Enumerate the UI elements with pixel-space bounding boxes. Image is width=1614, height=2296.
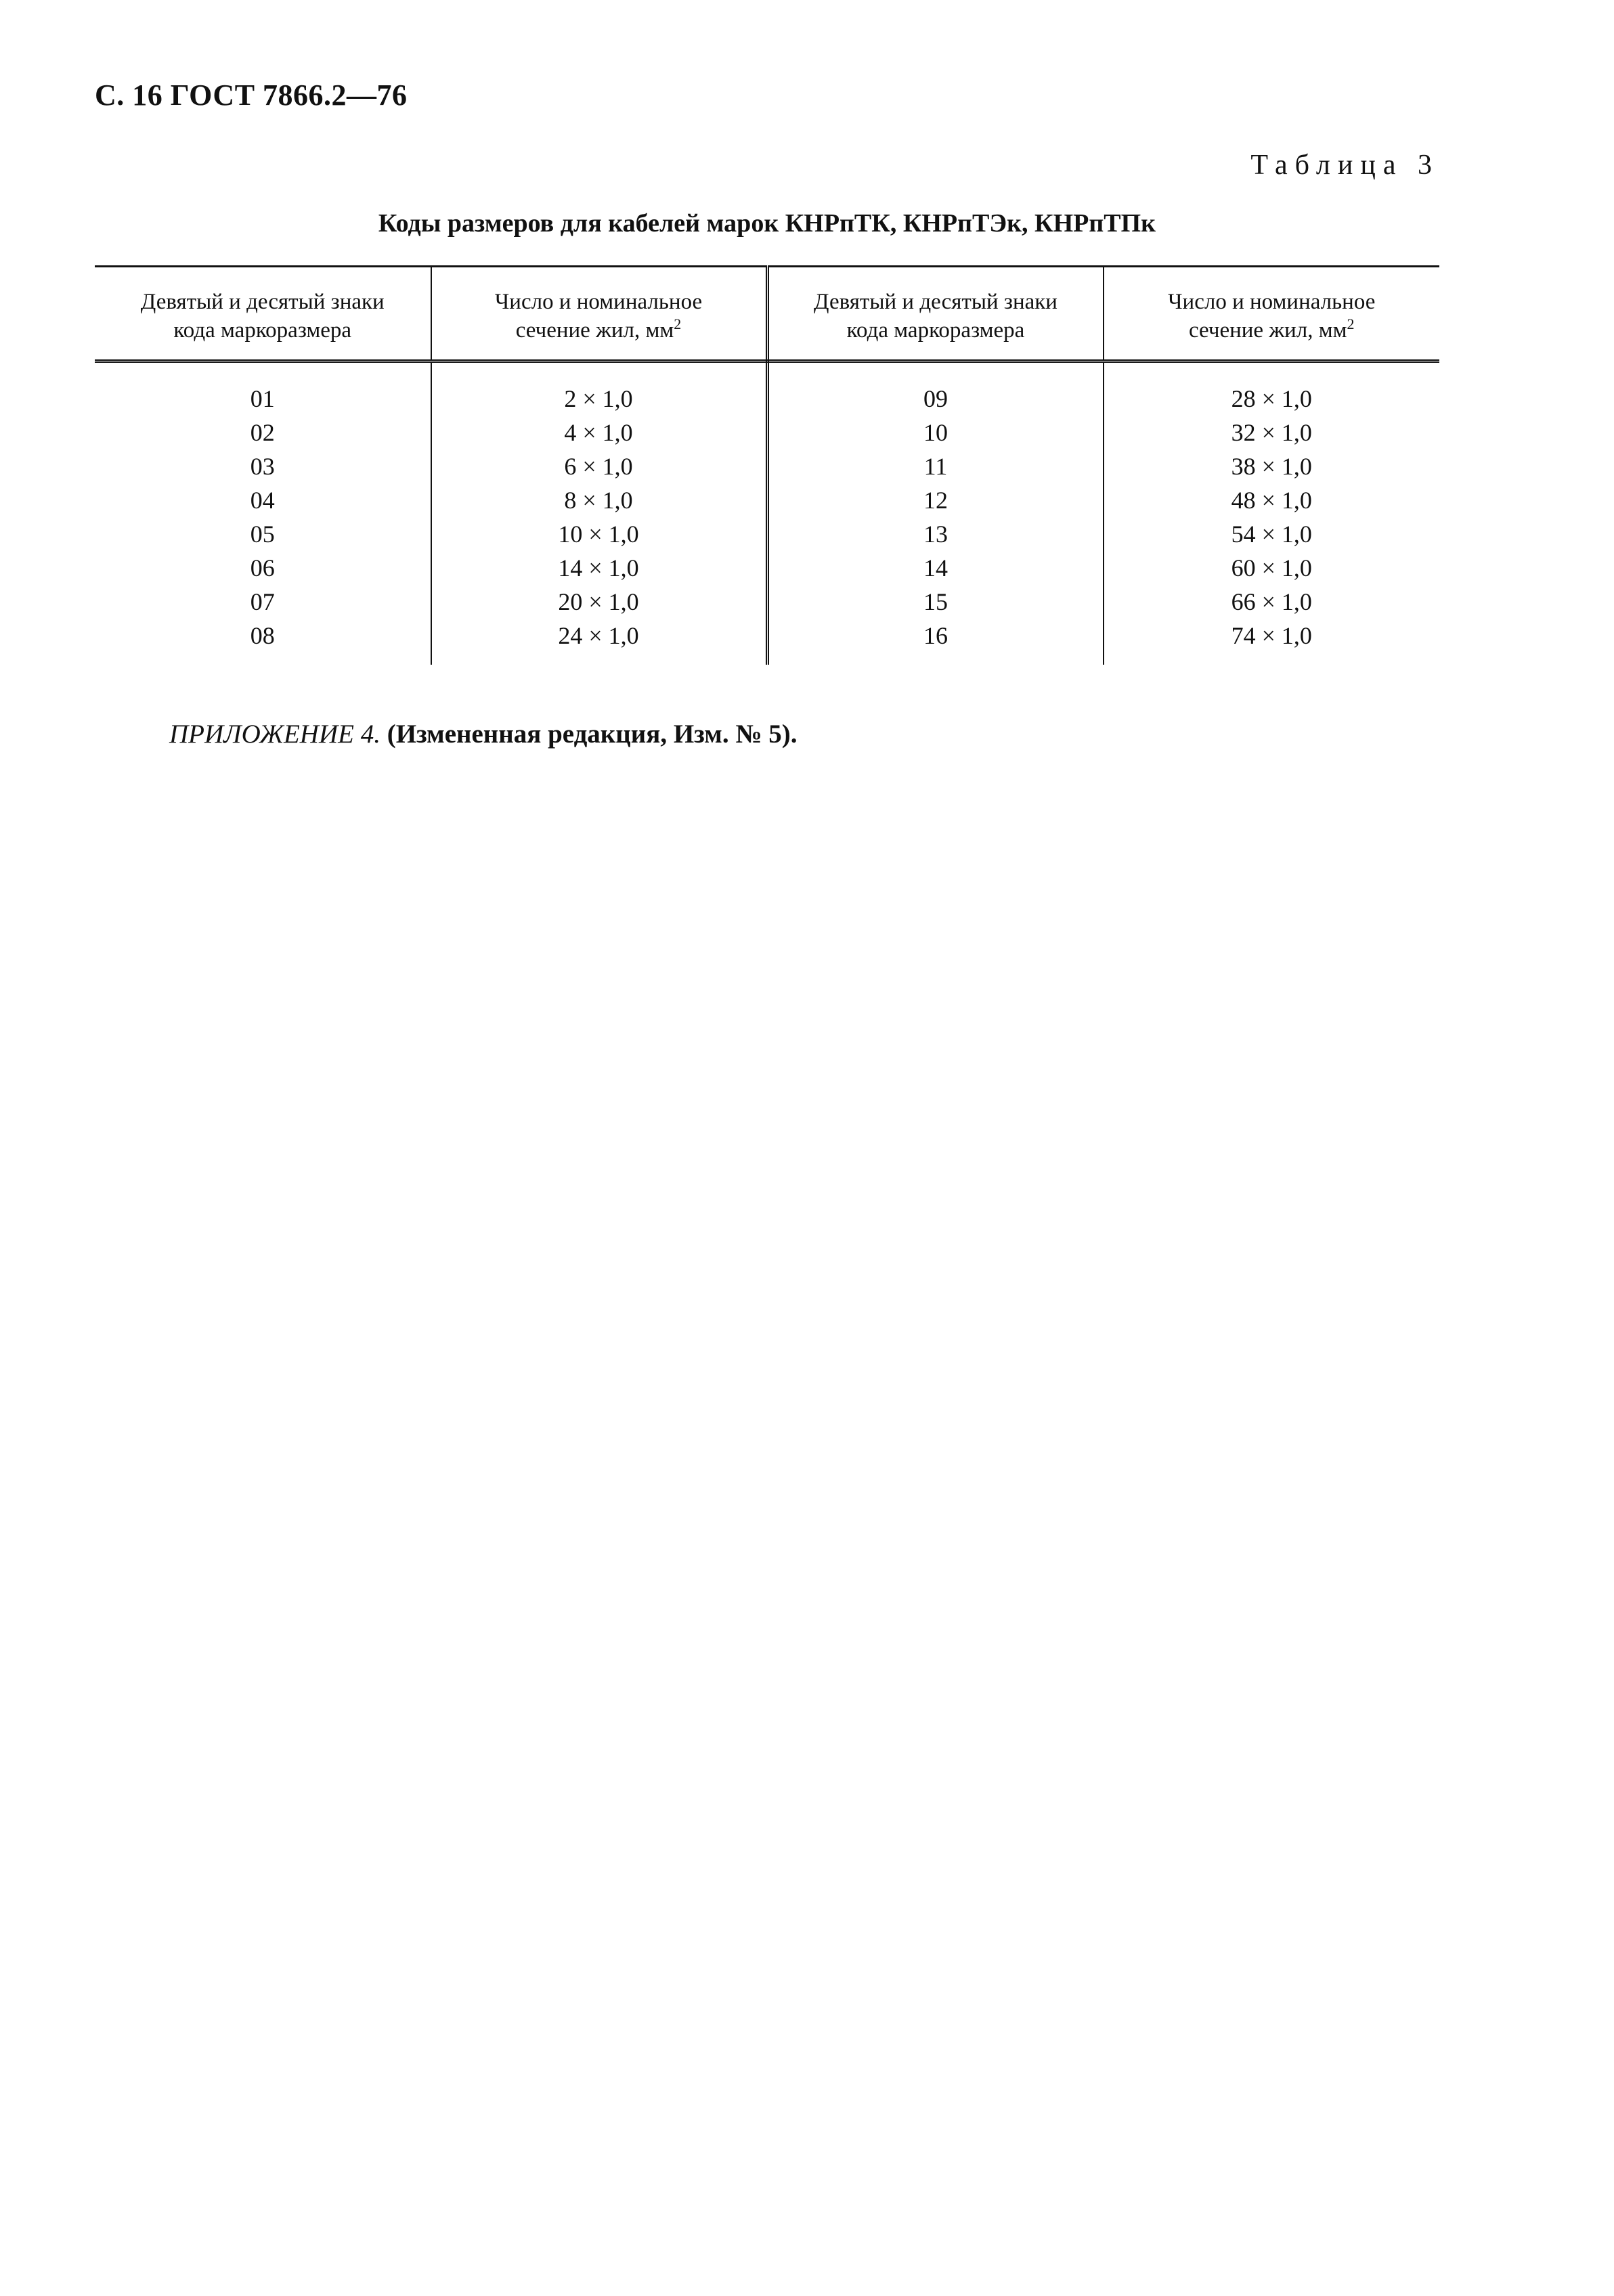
table-body	[95, 361, 1439, 665]
section-cell: 6 × 1,0	[431, 449, 768, 483]
column-header-line: сечение жил, мм	[1188, 318, 1347, 343]
code-cell: 13	[767, 517, 1104, 551]
column-header-line: Число и номинальное	[494, 290, 703, 314]
column-header-line: кода маркоразмера	[846, 318, 1025, 343]
section-cell: 28 × 1,0	[1231, 385, 1312, 412]
column-header-section-2	[1104, 267, 1440, 361]
superscript: 2	[1347, 315, 1355, 332]
column-header-line: кода маркоразмера	[173, 318, 352, 343]
amendment-note: (Измененная редакция, Изм. № 5).	[387, 720, 798, 749]
section-cell: 48 × 1,0	[1231, 487, 1312, 514]
table	[95, 265, 1439, 665]
section-cell: 8 × 1,0	[431, 483, 768, 517]
section-cell: 54 × 1,0	[1231, 521, 1312, 548]
appendix-note	[169, 719, 798, 749]
table-row	[95, 483, 1439, 517]
table-title: Коды размеров для кабелей марок КНРпТК, КНРпТЭк, КНРпТПк	[378, 209, 1156, 238]
page-header: С. 16 ГОСТ 7866.2—76	[95, 79, 408, 112]
section-cell: 32 × 1,0	[1231, 419, 1312, 446]
column-header-line: Девятый и десятый знаки	[140, 290, 385, 314]
section-cell: 66 × 1,0	[1231, 588, 1312, 615]
section-cell: 60 × 1,0	[1231, 554, 1312, 581]
code-cell: 10	[767, 416, 1104, 449]
section-cell: 74 × 1,0	[1231, 622, 1312, 649]
column-header-line: Число и номинальное	[1168, 290, 1376, 314]
code-cell: 01	[95, 361, 431, 416]
section-cell: 2 × 1,0	[431, 361, 768, 416]
code-cell: 06	[95, 551, 431, 585]
code-cell: 14	[767, 551, 1104, 585]
column-header-code-1	[95, 267, 431, 361]
column-header-line: сечение жил, мм	[515, 318, 674, 343]
code-cell: 07	[95, 585, 431, 619]
section-cell: 24 × 1,0	[431, 619, 768, 665]
table-row	[95, 449, 1439, 483]
section-cell: 4 × 1,0	[431, 416, 768, 449]
size-codes-table	[95, 265, 1439, 665]
section-cell: 38 × 1,0	[1231, 453, 1312, 480]
code-cell: 03	[95, 449, 431, 483]
code-cell: 12	[767, 483, 1104, 517]
table-header-row	[95, 267, 1439, 361]
code-cell: 11	[767, 449, 1104, 483]
code-cell: 16	[767, 619, 1104, 665]
table-row	[95, 585, 1439, 619]
column-header-code-2	[767, 267, 1104, 361]
section-cell: 20 × 1,0	[431, 585, 768, 619]
appendix-label: ПРИЛОЖЕНИЕ 4.	[169, 720, 380, 749]
code-cell: 15	[767, 585, 1104, 619]
section-cell: 10 × 1,0	[431, 517, 768, 551]
table-row	[95, 619, 1439, 665]
table-row	[95, 517, 1439, 551]
column-header-section-1	[431, 267, 768, 361]
section-cell: 14 × 1,0	[431, 551, 768, 585]
table-row	[95, 361, 1439, 416]
column-header-line: Девятый и десятый знаки	[814, 290, 1057, 314]
code-cell: 09	[767, 361, 1104, 416]
code-cell: 04	[95, 483, 431, 517]
table-label: Таблица 3	[1250, 150, 1439, 181]
code-cell: 05	[95, 517, 431, 551]
superscript: 2	[674, 315, 682, 332]
table-row	[95, 416, 1439, 449]
code-cell: 02	[95, 416, 431, 449]
table-row	[95, 551, 1439, 585]
code-cell: 08	[95, 619, 431, 665]
